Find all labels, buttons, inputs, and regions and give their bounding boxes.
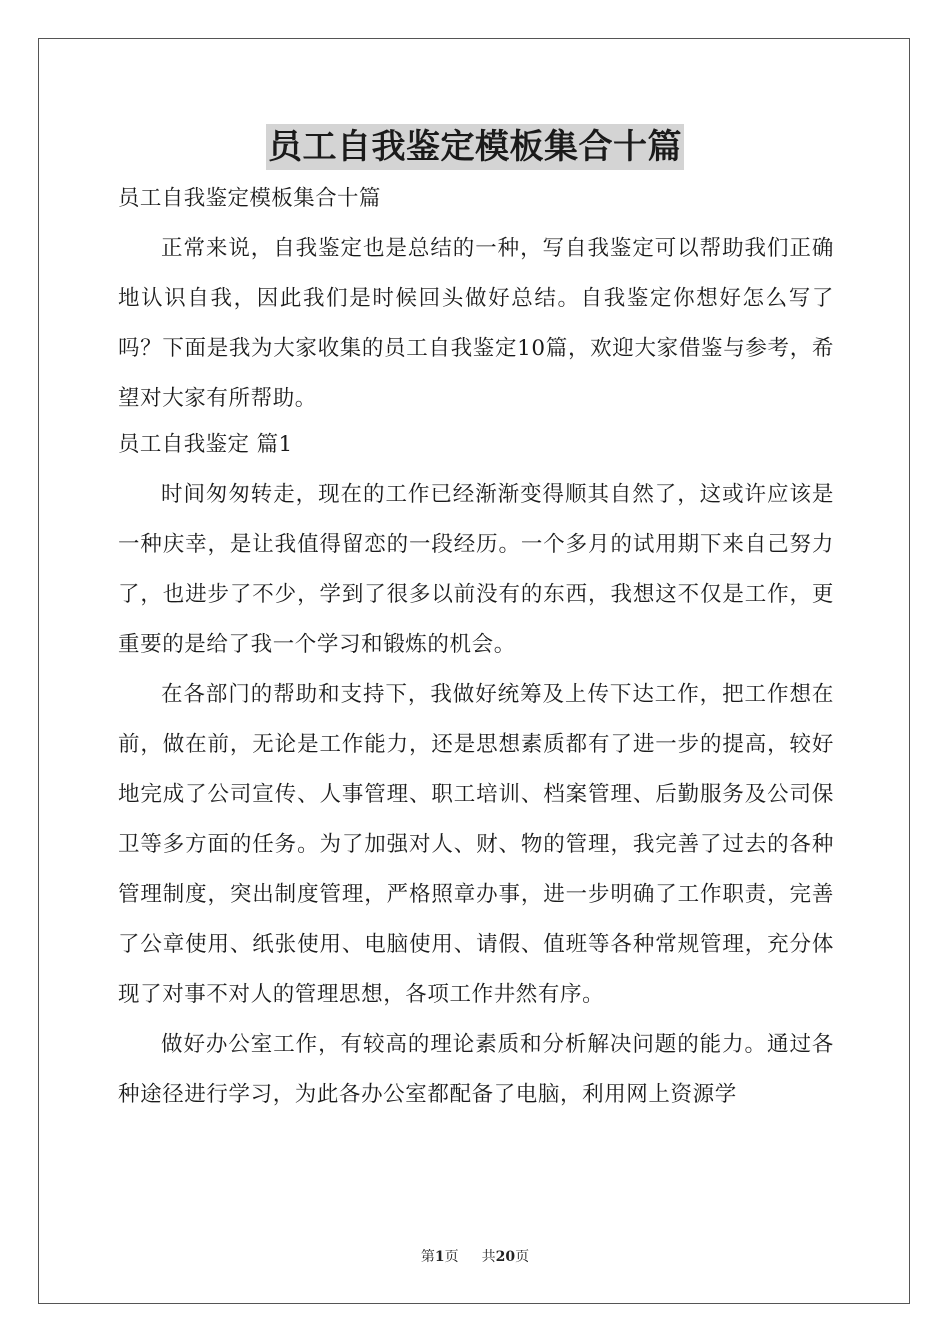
total-prefix: 共 xyxy=(481,1249,496,1265)
body-paragraph-2: 在各部门的帮助和支持下，我做好统筹及上传下达工作，把工作想在前，做在前，无论是工作能力，还是思想素质都有了进一步的提高，较好地完成了公司宣传、人事管理、职工培训、档案管理、后勤服务及公司保卫等多方面的任务。为了加强对人、财、物的管理，我完善了过去的各种管理制度，突出制度管理，严格照章办事，进一步明确了工作职责，完善了公章使用、纸张使用、电脑使用、请假、值班等各种常规管理，充分体现了对事不对人的管理思想，各项工作井然有序。 xyxy=(118,682,834,1007)
document-title: 员工自我鉴定模板集合十篇 xyxy=(266,124,684,170)
body-paragraph-1: 时间匆匆转走，现在的工作已经渐渐变得顺其自然了，这或许应该是一种庆幸，是让我值得留恋的一段经历。一个多月的试用期下来自己努力了，也进步了不少，学到了很多以前没有的东西，我想这不仅是工作，更重要的是给了我一个学习和锻炼的机会。 xyxy=(118,482,834,657)
page-unit: 页 xyxy=(444,1249,459,1265)
total-unit: 页 xyxy=(515,1249,530,1265)
page-current: 1 xyxy=(434,1249,445,1265)
body-paragraph-3: 做好办公室工作，有较高的理论素质和分析解决问题的能力。通过各种途径进行学习，为此各办公室都配备了电脑，利用网上资源学 xyxy=(118,1032,834,1107)
intro-paragraph: 正常来说，自我鉴定也是总结的一种，写自我鉴定可以帮助我们正确地认识自我，因此我们是时候回头做好总结。自我鉴定你想好怎么写了吗？下面是我为大家收集的员工自我鉴定10篇，欢迎大家借鉴与参考，希望对大家有所帮助。 xyxy=(118,236,834,411)
document-body xyxy=(118,178,834,1120)
page-prefix: 第 xyxy=(420,1249,435,1265)
document-subtitle: 员工自我鉴定模板集合十篇 xyxy=(118,186,381,211)
page-footer xyxy=(0,1246,950,1266)
section-heading: 员工自我鉴定 篇1 xyxy=(118,432,293,457)
page-total: 20 xyxy=(495,1249,516,1265)
title-container xyxy=(0,124,950,170)
